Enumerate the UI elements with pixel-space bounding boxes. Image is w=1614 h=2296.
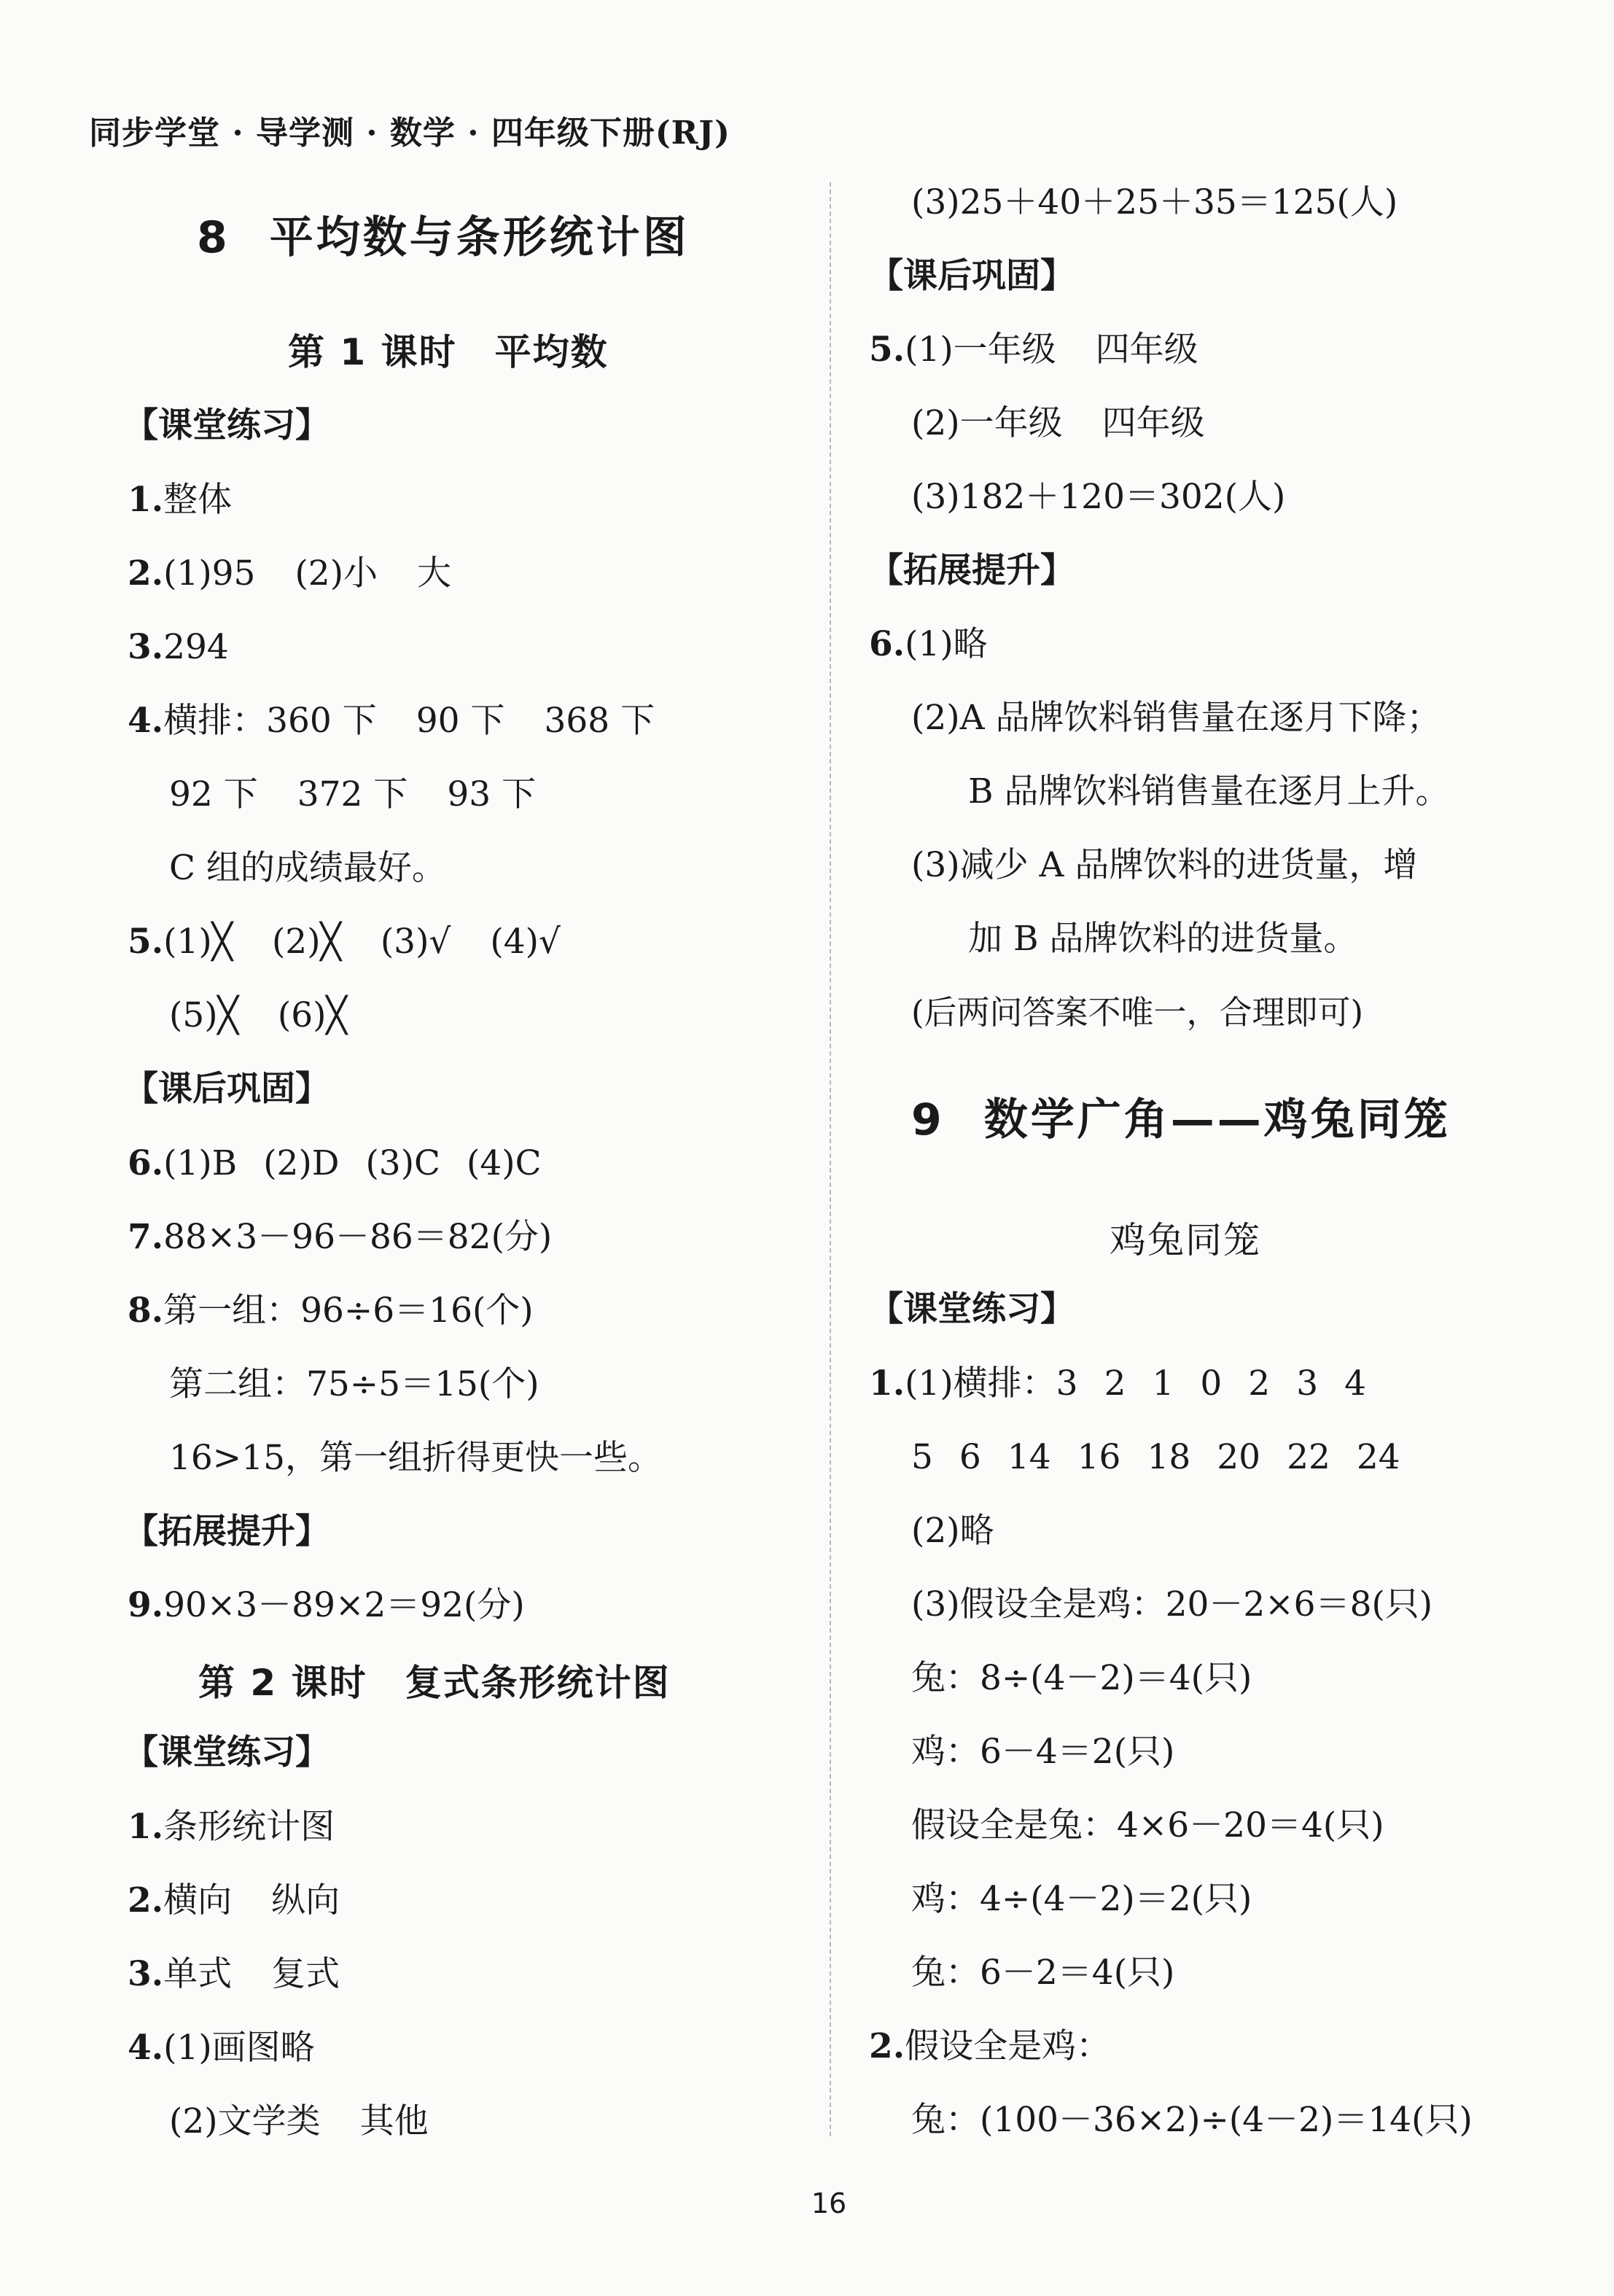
lesson2-answer-4-line3: (3)25＋40＋25＋35＝125(人) <box>911 182 1398 222</box>
section-extension: 【拓展提升】 <box>124 1511 330 1552</box>
right-answer-6-line1: 6.(1)略 <box>869 624 988 664</box>
section-classroom-3: 【课堂练习】 <box>869 1289 1075 1329</box>
page-number: 16 <box>811 2187 847 2219</box>
right-answer-5-line3: (3)182＋120＝302(人) <box>911 477 1286 517</box>
right-answer-1-line5: 兔：8÷(4－2)＝4(只) <box>911 1658 1252 1698</box>
lesson2-answer-4-line1: 4.(1)画图略 <box>128 2028 315 2068</box>
chapter-number: 8 <box>197 212 230 263</box>
answer-5-line1: 5.(1)╳ (2)╳ (3)√ (4)√ <box>128 922 561 962</box>
lesson2-answer-4-line2: (2)文学类 其他 <box>169 2101 429 2141</box>
right-answer-1-line7: 假设全是兔：4×6－20＝4(只) <box>911 1805 1384 1845</box>
section-after-class-2: 【课后巩固】 <box>869 256 1075 296</box>
right-answer-1-line4: (3)假设全是鸡：20－2×6＝8(只) <box>911 1584 1433 1624</box>
right-answer-1-line8: 鸡：4÷(4－2)＝2(只) <box>911 1879 1252 1919</box>
right-answer-1-line2: 5 6 14 16 18 20 22 24 <box>911 1437 1400 1477</box>
chapter-title: 平均数与条形统计图 <box>269 212 690 263</box>
answer-5-line2: (5)╳ (6)╳ <box>169 995 347 1035</box>
right-answer-2-line2: 兔：(100－36×2)÷(4－2)＝14(只) <box>911 2100 1473 2140</box>
section-classroom-2: 【课堂练习】 <box>124 1732 330 1772</box>
answer-2: 2.(1)95 (2)小 大 <box>128 553 452 594</box>
right-answer-6-line3: B 品牌饮料销售量在逐月上升。 <box>968 771 1450 812</box>
column-divider <box>830 182 831 2136</box>
right-answer-5-line2: (2)一年级 四年级 <box>911 403 1205 443</box>
right-answer-5-line1: 5.(1)一年级 四年级 <box>869 330 1198 370</box>
answer-4-conclusion: C 组的成绩最好。 <box>169 848 446 888</box>
answer-7: 7.88×3－96－86＝82(分) <box>128 1217 553 1257</box>
section-extension-2: 【拓展提升】 <box>869 550 1075 591</box>
lesson-1-title: 第 1 课时 平均数 <box>288 331 609 373</box>
chapter-title: 数学广角——鸡兔同笼 <box>983 1094 1451 1145</box>
chapter-number: 9 <box>911 1094 945 1145</box>
right-answer-1-line1: 1.(1)横排：3 2 1 0 2 3 4 <box>869 1363 1366 1404</box>
lesson2-answer-1: 1.条形统计图 <box>128 1807 335 1847</box>
answer-6: 6.(1)B (2)D (3)C (4)C <box>128 1143 542 1183</box>
right-answer-1-line9: 兔：6－2＝4(只) <box>911 1953 1175 1993</box>
answer-8-line1: 8.第一组：96÷6＝16(个) <box>128 1291 534 1331</box>
right-answer-1-line3: (2)略 <box>911 1511 994 1551</box>
answer-4-line1: 4.横排：360 下 90 下 368 下 <box>128 701 655 741</box>
right-answer-6-note: (后两问答案不唯一，合理即可) <box>911 993 1364 1032</box>
answer-8-line2: 第二组：75÷5＝15(个) <box>169 1364 539 1404</box>
right-answer-1-line6: 鸡：6－4＝2(只) <box>911 1732 1175 1772</box>
lesson2-answer-3: 3.单式 复式 <box>128 1954 340 1994</box>
section-classroom: 【课堂练习】 <box>124 405 330 445</box>
answer-4-line2: 92 下 372 下 93 下 <box>169 774 537 814</box>
right-answer-6-line2: (2)A 品牌饮料销售量在逐月下降； <box>911 698 1441 738</box>
right-answer-6-line4: (3)减少 A 品牌饮料的进货量，增 <box>911 845 1418 885</box>
answer-1: 1.整体 <box>128 480 233 520</box>
lesson-title: 鸡兔同笼 <box>1110 1219 1261 1261</box>
answer-3: 3.294 <box>128 627 229 667</box>
answer-9: 9.90×3－89×2＝92(分) <box>128 1585 525 1625</box>
right-answer-2-line1: 2.假设全是鸡： <box>869 2026 1111 2066</box>
lesson2-answer-2: 2.横向 纵向 <box>128 1880 340 1921</box>
section-after-class: 【课后巩固】 <box>124 1069 330 1109</box>
lesson-2-title: 第 2 课时 复式条形统计图 <box>198 1662 671 1704</box>
right-answer-6-line5: 加 B 品牌饮料的进货量。 <box>968 919 1358 959</box>
chapter-8-heading <box>197 212 690 263</box>
answer-8-line3: 16>15，第一组折得更快一些。 <box>169 1438 662 1478</box>
chapter-9-heading <box>911 1094 1451 1145</box>
page-header: 同步学堂 · 导学测 · 数学 · 四年级下册(RJ) <box>89 114 730 152</box>
